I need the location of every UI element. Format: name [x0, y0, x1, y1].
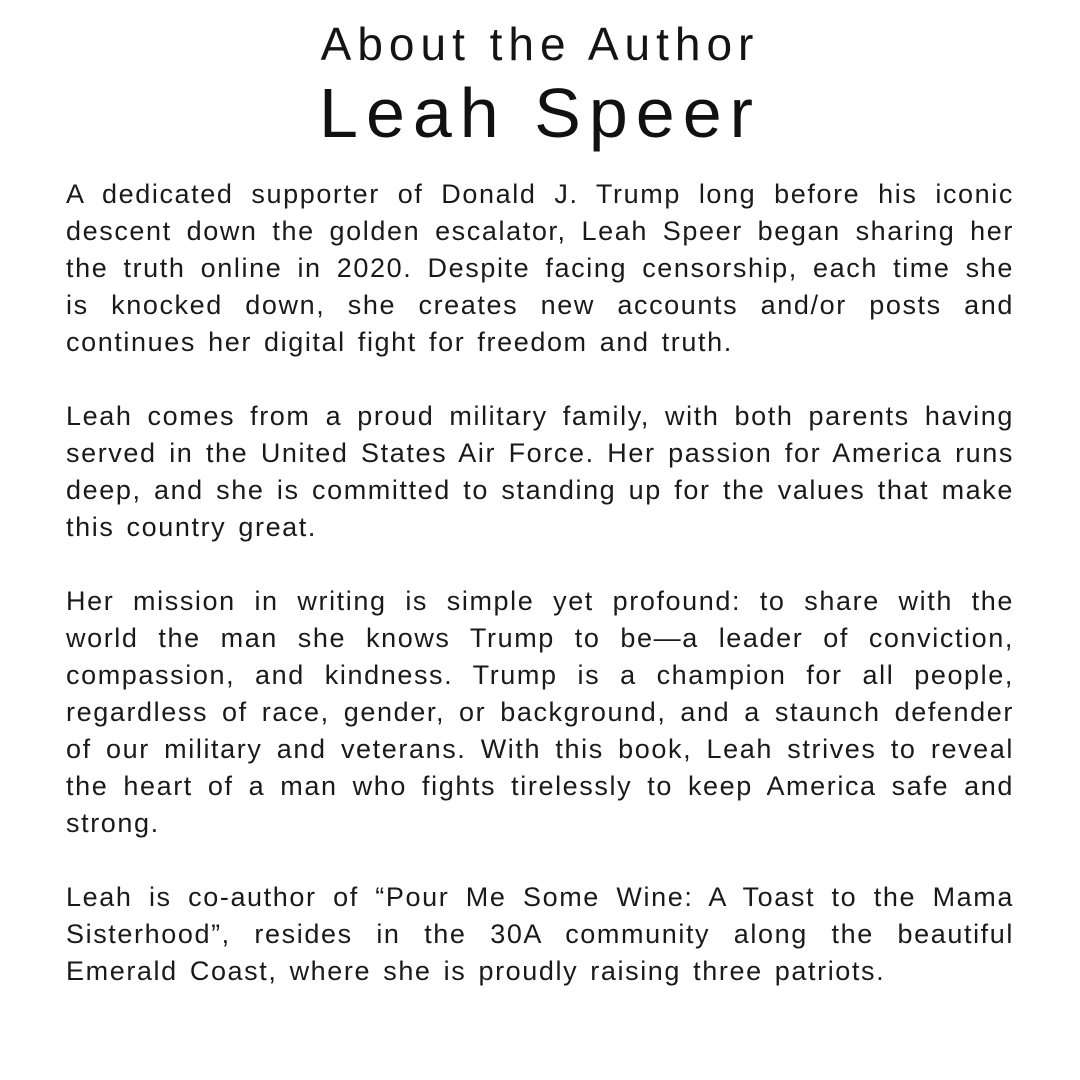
author-bio	[66, 176, 1014, 990]
bio-paragraph-1: A dedicated supporter of Donald J. Trump long before his iconic descent down the golden escalator, Leah Speer began sharing her the truth online in 2020. Despite facing censorship, each time she is knocked down, she creates new accounts and/or posts and continues her digital fight for freedom and truth.	[66, 179, 1014, 358]
bio-paragraph-3: Her mission in writing is simple yet profound: to share with the world the man she knows Trump to be—a leader of conviction, compassion, and kindness. Trump is a champion for all people, regardless of race, gender, or background, and a staunch defender of our military and veterans. With this book, Leah strives to reveal the heart of a man who fights tirelessly to keep America safe and strong.	[66, 586, 1014, 839]
page-header	[66, 18, 1014, 150]
author-name-title: Leah Speer	[319, 73, 761, 152]
bio-paragraph-2: Leah comes from a proud military family, with both parents having served in the United States Air Force. Her passion for America runs deep, and she is committed to standing up for the values that make this country great.	[66, 401, 1014, 543]
bio-paragraph-4: Leah is co-author of “Pour Me Some Wine: A Toast to the Mama Sisterhood”, resides in the 30A community along the beautiful Emerald Coast, where she is proudly raising three patriots.	[66, 882, 1014, 987]
section-kicker: About the Author	[320, 18, 760, 70]
